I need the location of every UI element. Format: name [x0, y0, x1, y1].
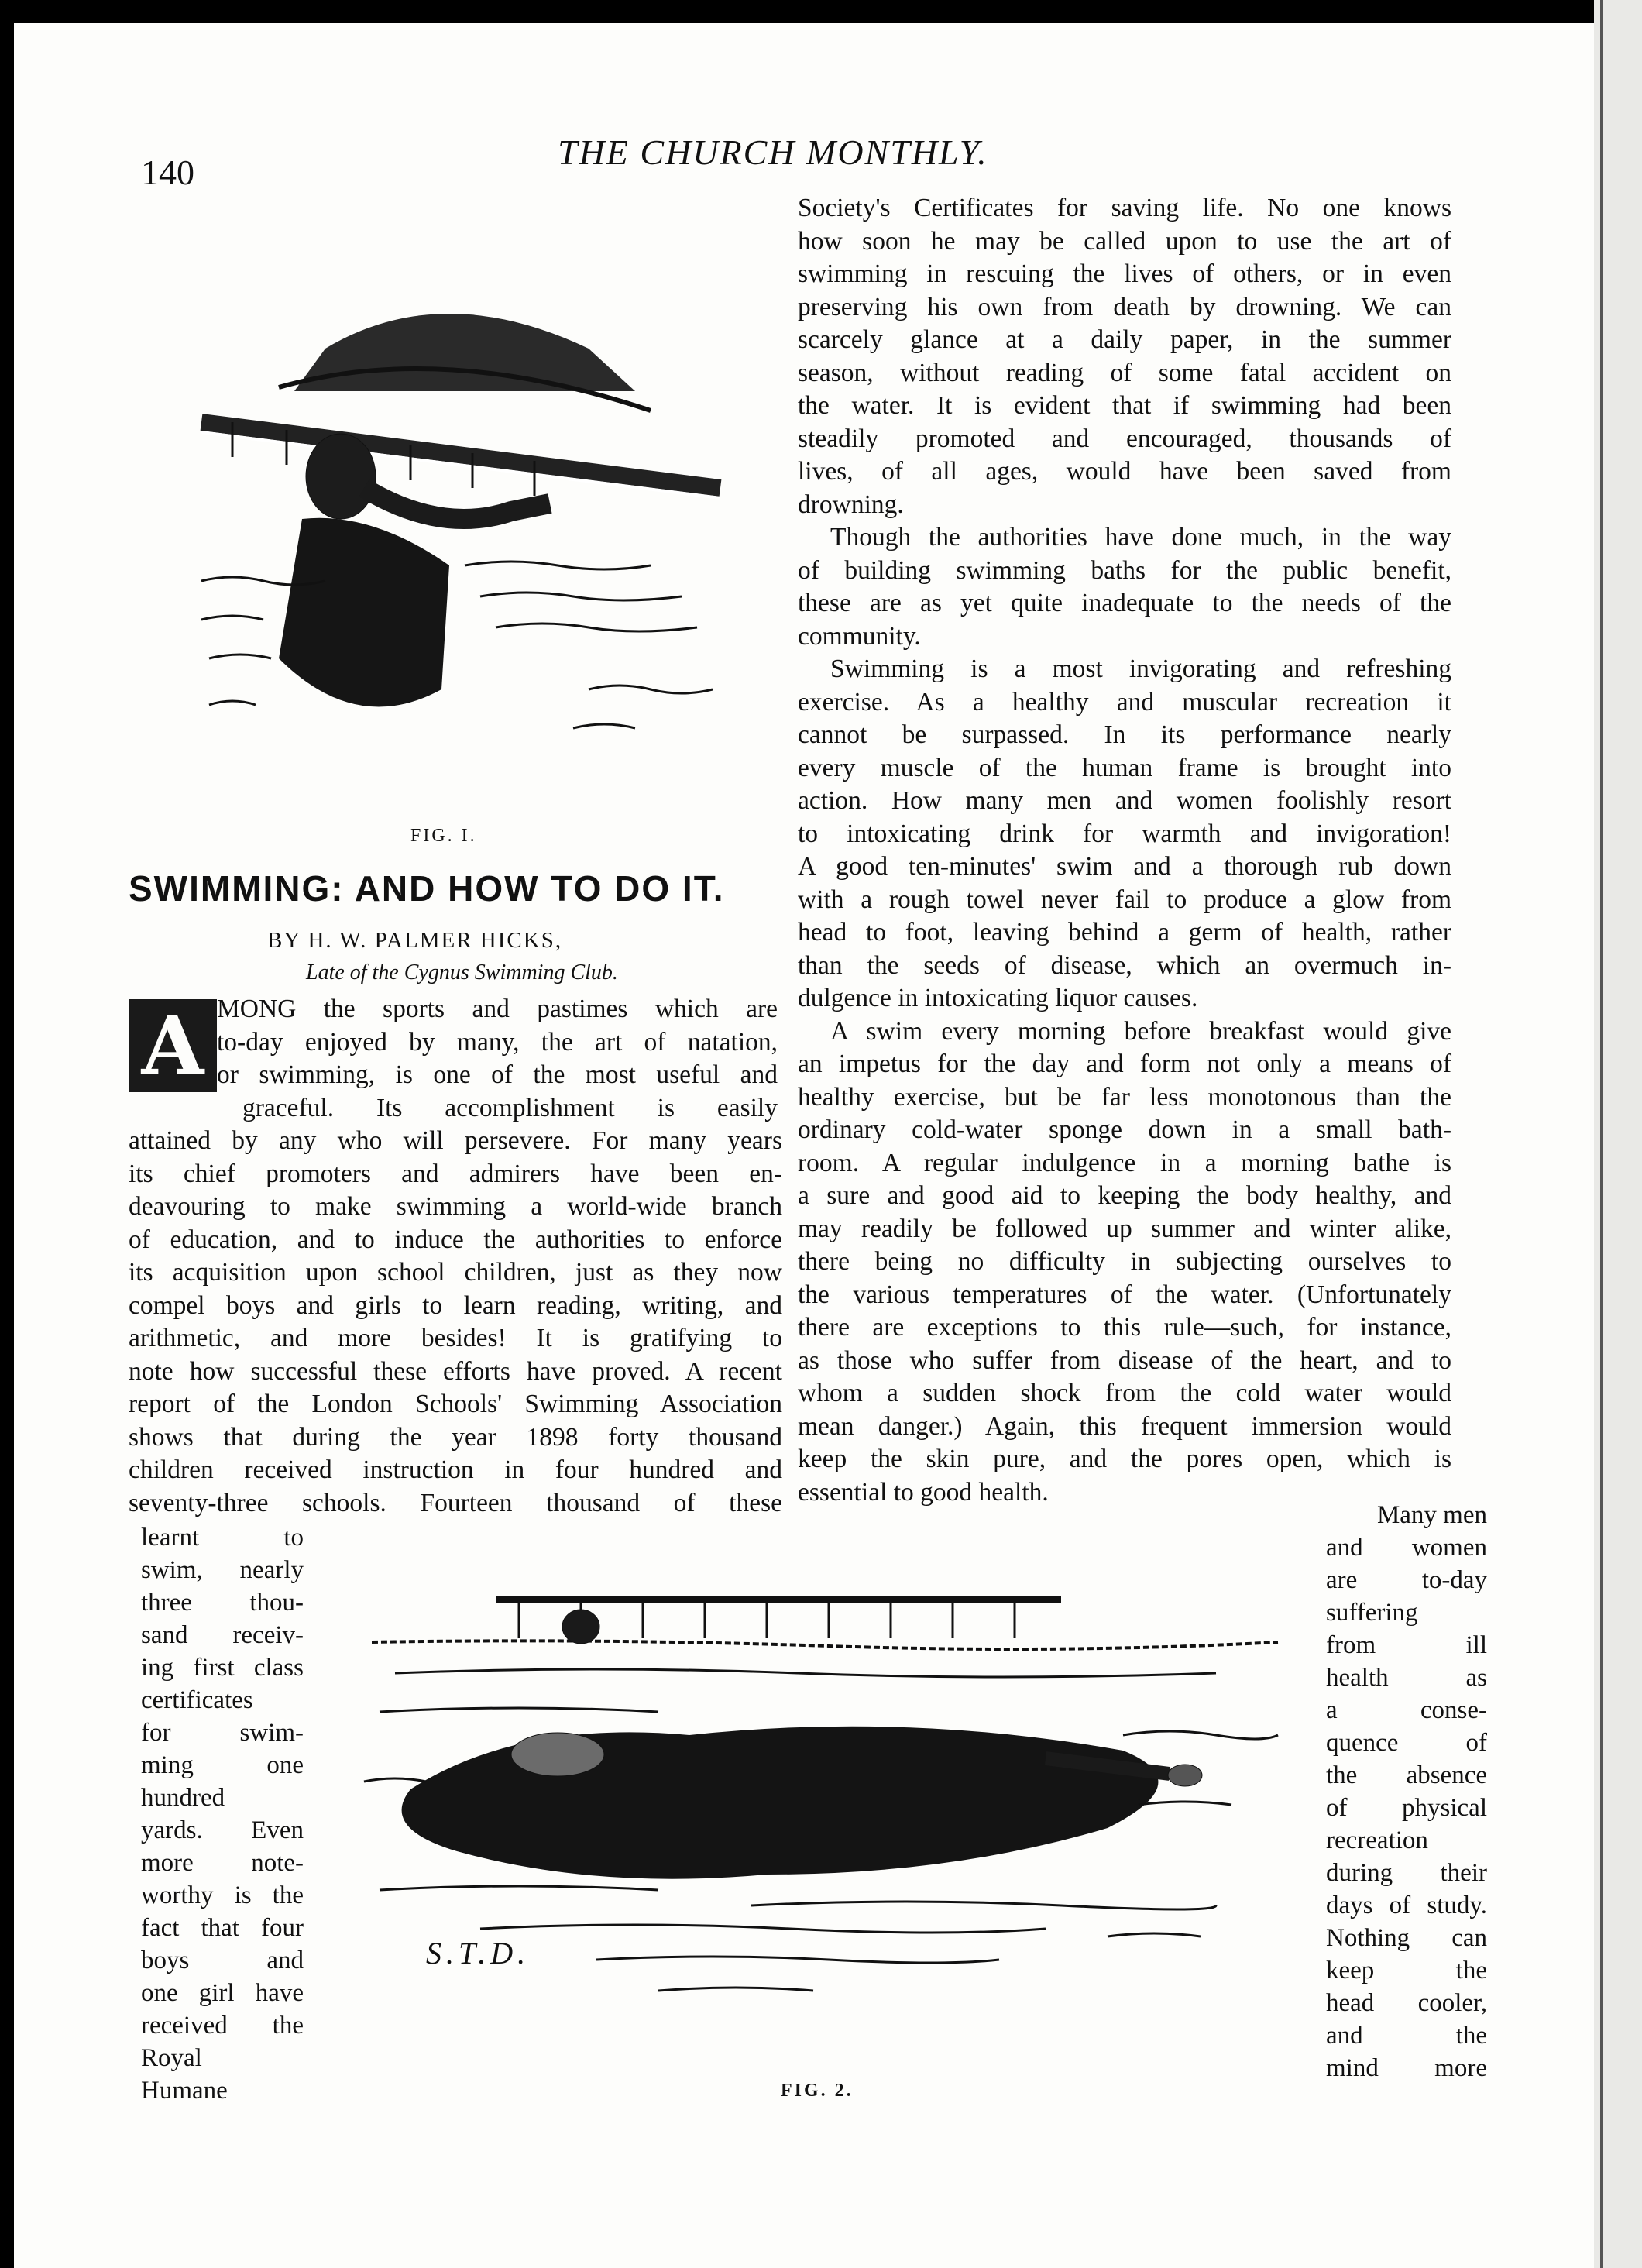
paragraph-line: three thou- [141, 1589, 304, 1617]
paragraph-line: attained by any who will persevere. For many years [129, 1126, 782, 1155]
paragraph-line: boys and [141, 1947, 304, 1974]
paragraph-line: learnt to [141, 1524, 304, 1552]
paragraph-line: swimming in rescuing the lives of others, or in even [798, 259, 1451, 288]
running-head: THE CHURCH MONTHLY. [558, 132, 988, 172]
paragraph-line: scarcely glance at a daily paper, in the summer [798, 325, 1451, 354]
paragraph-line: a conse- [1326, 1696, 1487, 1724]
paragraph-line: Many men [1376, 1501, 1487, 1529]
paragraph-line: the water. It is evident that if swimming had been [798, 391, 1451, 420]
paragraph-line: action. How many men and women foolishly resort [798, 786, 1451, 815]
paragraph-line: children received instruction in four hundred and [129, 1455, 782, 1484]
paragraph-line: how soon he may be called upon to use the art of [798, 226, 1451, 256]
paragraph-line: Though the authorities have done much, in the way [830, 523, 1451, 552]
paragraph-line: and the [1326, 2022, 1487, 2050]
article-byline: BY H. W. PALMER HICKS, [267, 928, 563, 953]
paragraph-line: compel boys and girls to learn reading, writing, and [129, 1290, 782, 1320]
paragraph-line: worthy is the [141, 1881, 304, 1909]
paragraph-line: A good ten-minutes' swim and a thorough rub down [798, 852, 1451, 881]
paragraph-line: dulgence in intoxicating liquor causes. [798, 984, 1198, 1012]
paragraph-line: to intoxicating drink for warmth and invigoration! [798, 819, 1451, 848]
paragraph-line: the various temperatures of the water. (Unfortunately [798, 1280, 1451, 1309]
artist-signature: S.T.D. [426, 1936, 531, 1971]
paragraph-line: fact that four [141, 1914, 304, 1942]
paragraph-line: keep the [1326, 1957, 1487, 1984]
paragraph-line: steadily promoted and encouraged, thousands of [798, 424, 1451, 453]
paragraph-line: quence of [1326, 1729, 1487, 1757]
paragraph-line: or swimming, is one of the most useful and [217, 1060, 778, 1089]
paragraph-line: head to foot, leaving behind a germ of health, rather [798, 918, 1451, 947]
paragraph-line: may readily be followed up summer and winter alike, [798, 1214, 1451, 1243]
paragraph-line: sand receiv- [141, 1621, 304, 1649]
paragraph-line: Society's Certificates for saving life. No one knows [798, 194, 1451, 222]
paragraph-line: than the seeds of disease, which an overmuch in- [798, 950, 1451, 980]
paragraph-line: ing first class [141, 1654, 304, 1682]
left-column-indented [217, 993, 778, 1125]
paragraph-line: every muscle of the human frame is brought into [798, 753, 1451, 782]
article-title: SWIMMING: AND HOW TO DO IT. [129, 868, 725, 909]
paragraph-line: head cooler, [1326, 1989, 1487, 2017]
paragraph-line: its acquisition upon school children, just as they now [129, 1258, 782, 1287]
paragraph-line: lives, of all ages, would have been saved from [798, 457, 1451, 486]
paragraph-line: deavouring to make swimming a world-wide branch [129, 1192, 782, 1221]
paragraph-line: certificates [141, 1686, 253, 1714]
paragraph-line: ming one [141, 1751, 304, 1779]
paragraph-line: report of the London Schools' Swimming Association [129, 1390, 782, 1418]
paragraph-line: swim, nearly [141, 1556, 304, 1584]
bottom-right-column [1326, 1499, 1487, 2084]
paragraph-line: during their [1326, 1859, 1487, 1887]
paragraph-line: ordinary cold-water sponge down in a small bath- [798, 1115, 1451, 1144]
drop-cap: A [129, 999, 217, 1092]
paragraph-line: mind more [1326, 2054, 1487, 2082]
paragraph-line: Royal [141, 2044, 202, 2072]
paragraph-line: essential to good health. [798, 1477, 1049, 1507]
paragraph-line: MONG the sports and pastimes which are [217, 995, 778, 1023]
paragraph-line: there being no difficulty in subjecting ourselves to [798, 1247, 1451, 1276]
paragraph-line: yards. Even [141, 1816, 304, 1844]
paragraph-line: and women [1326, 1534, 1487, 1562]
paragraph-line: note how successful these efforts have proved. A recent [129, 1356, 782, 1386]
paragraph-line: Humane [141, 2077, 228, 2105]
paragraph-line: room. A regular indulgence in a morning bathe is [798, 1148, 1451, 1177]
paragraph-line: shows that during the year 1898 forty thousand [129, 1422, 782, 1452]
paragraph-line: whom a sudden shock from the cold water would [798, 1379, 1451, 1407]
paragraph-line: A swim every morning before breakfast would give [830, 1016, 1451, 1046]
paragraph-line: of building swimming baths for the public benefit, [798, 555, 1451, 585]
paragraph-line: more note- [141, 1849, 304, 1877]
figure-1-illustration [186, 256, 736, 782]
paragraph-line: suffering [1326, 1599, 1418, 1627]
paragraph-line: a sure and good aid to keeping the body healthy, and [798, 1181, 1451, 1210]
paragraph-line: an impetus for the day and form not only a means of [798, 1050, 1451, 1078]
figure-2-illustration [364, 1596, 1278, 2060]
paragraph-line: community. [798, 621, 921, 651]
paragraph-line: mean danger.) Again, this frequent immersion would [798, 1411, 1451, 1441]
paragraph-line: with a rough towel never fail to produce a glow from [798, 885, 1451, 914]
paragraph-line: one girl have [141, 1979, 304, 2007]
paragraph-line: its chief promoters and admirers have been en- [129, 1159, 782, 1188]
paragraph-line: as those who suffer from disease of the heart, and to [798, 1345, 1451, 1375]
paragraph-line: for swim- [141, 1719, 304, 1747]
paragraph-line: hundred [141, 1784, 225, 1812]
paragraph-line: Nothing can [1326, 1924, 1487, 1952]
paragraph-line: of education, and to induce the authorities to enforce [129, 1225, 782, 1254]
paragraph-line: recreation [1326, 1826, 1428, 1854]
bottom-left-column [141, 1521, 304, 2107]
paragraph-line: of physical [1326, 1794, 1487, 1822]
figure-2-caption: FIG. 2. [781, 2081, 854, 2101]
figure-1-caption: FIG. I. [410, 826, 477, 846]
paragraph-line: from ill [1326, 1631, 1487, 1659]
page-edge [1594, 0, 1642, 2268]
paragraph-line: keep the skin pure, and the pores open, which is [798, 1445, 1451, 1473]
paragraph-line: health as [1326, 1664, 1487, 1692]
paragraph-line: these are as yet quite inadequate to the needs of the [798, 589, 1451, 617]
paragraph-line: there are exceptions to this rule—such, for instance, [798, 1313, 1451, 1342]
paragraph-line: healthy exercise, but be far less monotonous than the [798, 1082, 1451, 1112]
paragraph-line: arithmetic, and more besides! It is gratifying to [129, 1324, 782, 1352]
paragraph-line: season, without reading of some fatal accident on [798, 358, 1451, 387]
paragraph-line: days of study. [1326, 1892, 1487, 1919]
paragraph-line: received the [141, 2012, 304, 2039]
paragraph-line: graceful. Its accomplishment is easily [242, 1093, 778, 1122]
left-column [129, 1125, 782, 1520]
paragraph-line: exercise. As a healthy and muscular recreation it [798, 687, 1451, 716]
article-affiliation: Late of the Cygnus Swimming Club. [306, 960, 618, 985]
paragraph-line: seventy-three schools. Fourteen thousand of these [129, 1488, 782, 1517]
paragraph-line: cannot be surpassed. In its performance nearly [798, 720, 1451, 749]
paragraph-line: preserving his own from death by drowning. We can [798, 292, 1451, 321]
paragraph-line: are to-day [1326, 1566, 1487, 1594]
paragraph-line: to-day enjoyed by many, the art of natation, [217, 1027, 778, 1057]
paragraph-line: the absence [1326, 1761, 1487, 1789]
page-number: 140 [141, 153, 194, 192]
paragraph-line: Swimming is a most invigorating and refreshing [830, 655, 1451, 683]
paragraph-line: drowning. [798, 490, 904, 519]
right-column [798, 192, 1451, 1509]
